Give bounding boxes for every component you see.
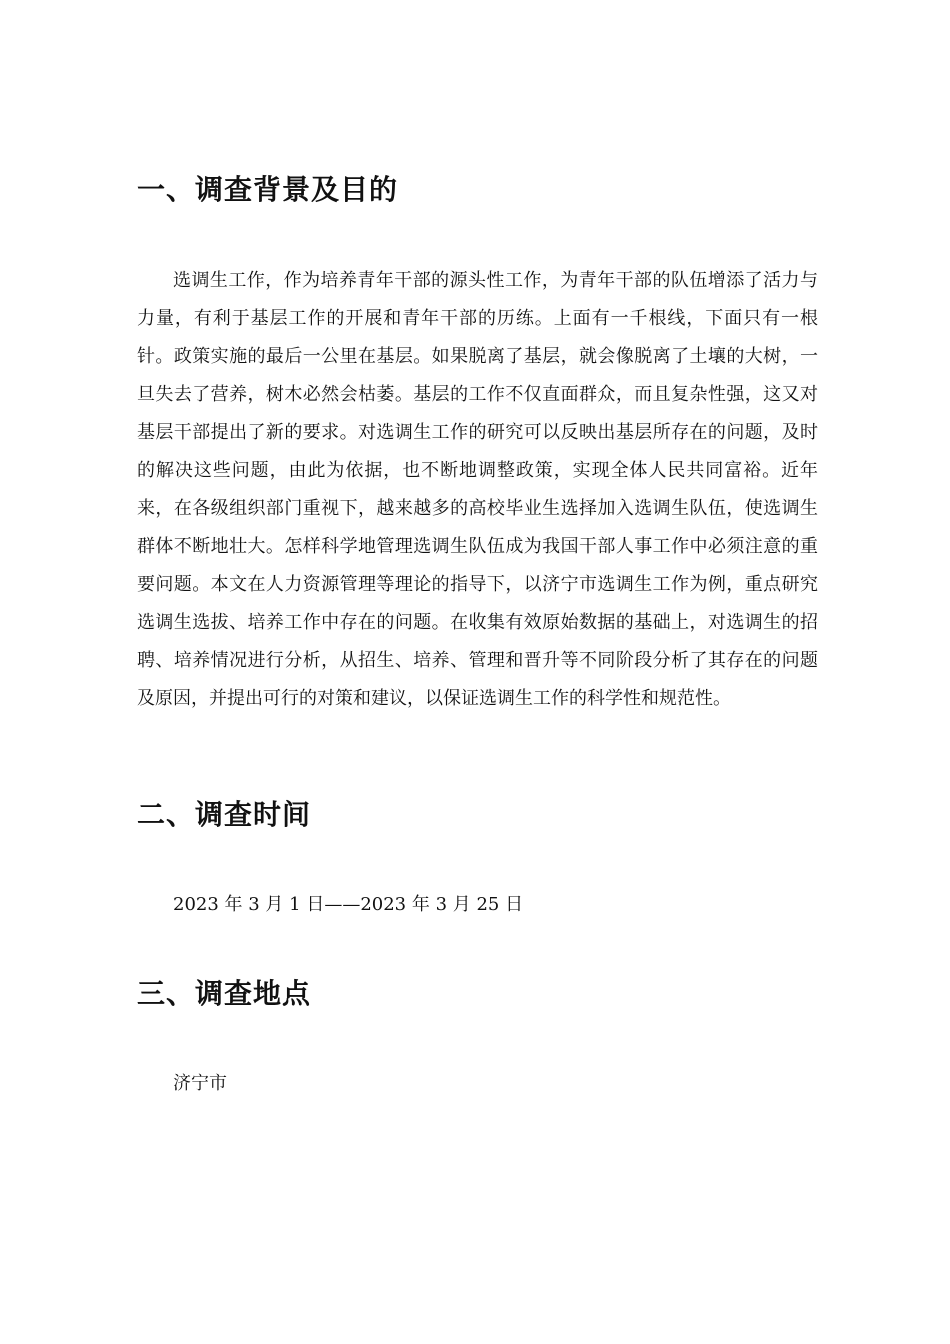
section-heading-time: 二、调查时间 — [137, 798, 312, 831]
section-heading-background: 一、调查背景及目的 — [137, 173, 399, 206]
section-heading-location: 三、调查地点 — [137, 977, 312, 1010]
section-body-location: 济宁市 — [173, 1073, 227, 1094]
section-body-background: 选调生工作，作为培养青年干部的源头性工作，为青年干部的队伍增添了活力与力量，有利于基层工作的开展和青年干部的历练。上面有一千根线，下面只有一根针。政策实施的最后一公里在基层。如果脱离了基层，就会像脱离了土壤的大树，一旦失去了营养，树木必然会枯萎。基层的工作不仅直面群众，而且复杂性强，这又对基层干部提出了新的要求。对选调生工作的研究可以反映出基层所存在的问题，及时的解决这些问题，由此为依据，也不断地调整政策，实现全体人民共同富裕。近年来，在各级组织部门重视下，越来越多的高校毕业生选择加入选调生队伍，使选调生群体不断地壮大。怎样科学地管理选调生队伍成为我国干部人事工作中必须注意的重要问题。本文在人力资源管理等理论的指导下，以济宁市选调生工作为例，重点研究选调生选拔、培养工作中存在的问题。在收集有效原始数据的基础上，对选调生的招聘、培养情况进行分析，从招生、培养、管理和晋升等不同阶段分析了其存在的问题及原因，并提出可行的对策和建议，以保证选调生工作的科学性和规范性。 — [137, 270, 818, 709]
section-body-time: 2023 年 3 月 1 日——2023 年 3 月 25 日 — [173, 894, 524, 915]
